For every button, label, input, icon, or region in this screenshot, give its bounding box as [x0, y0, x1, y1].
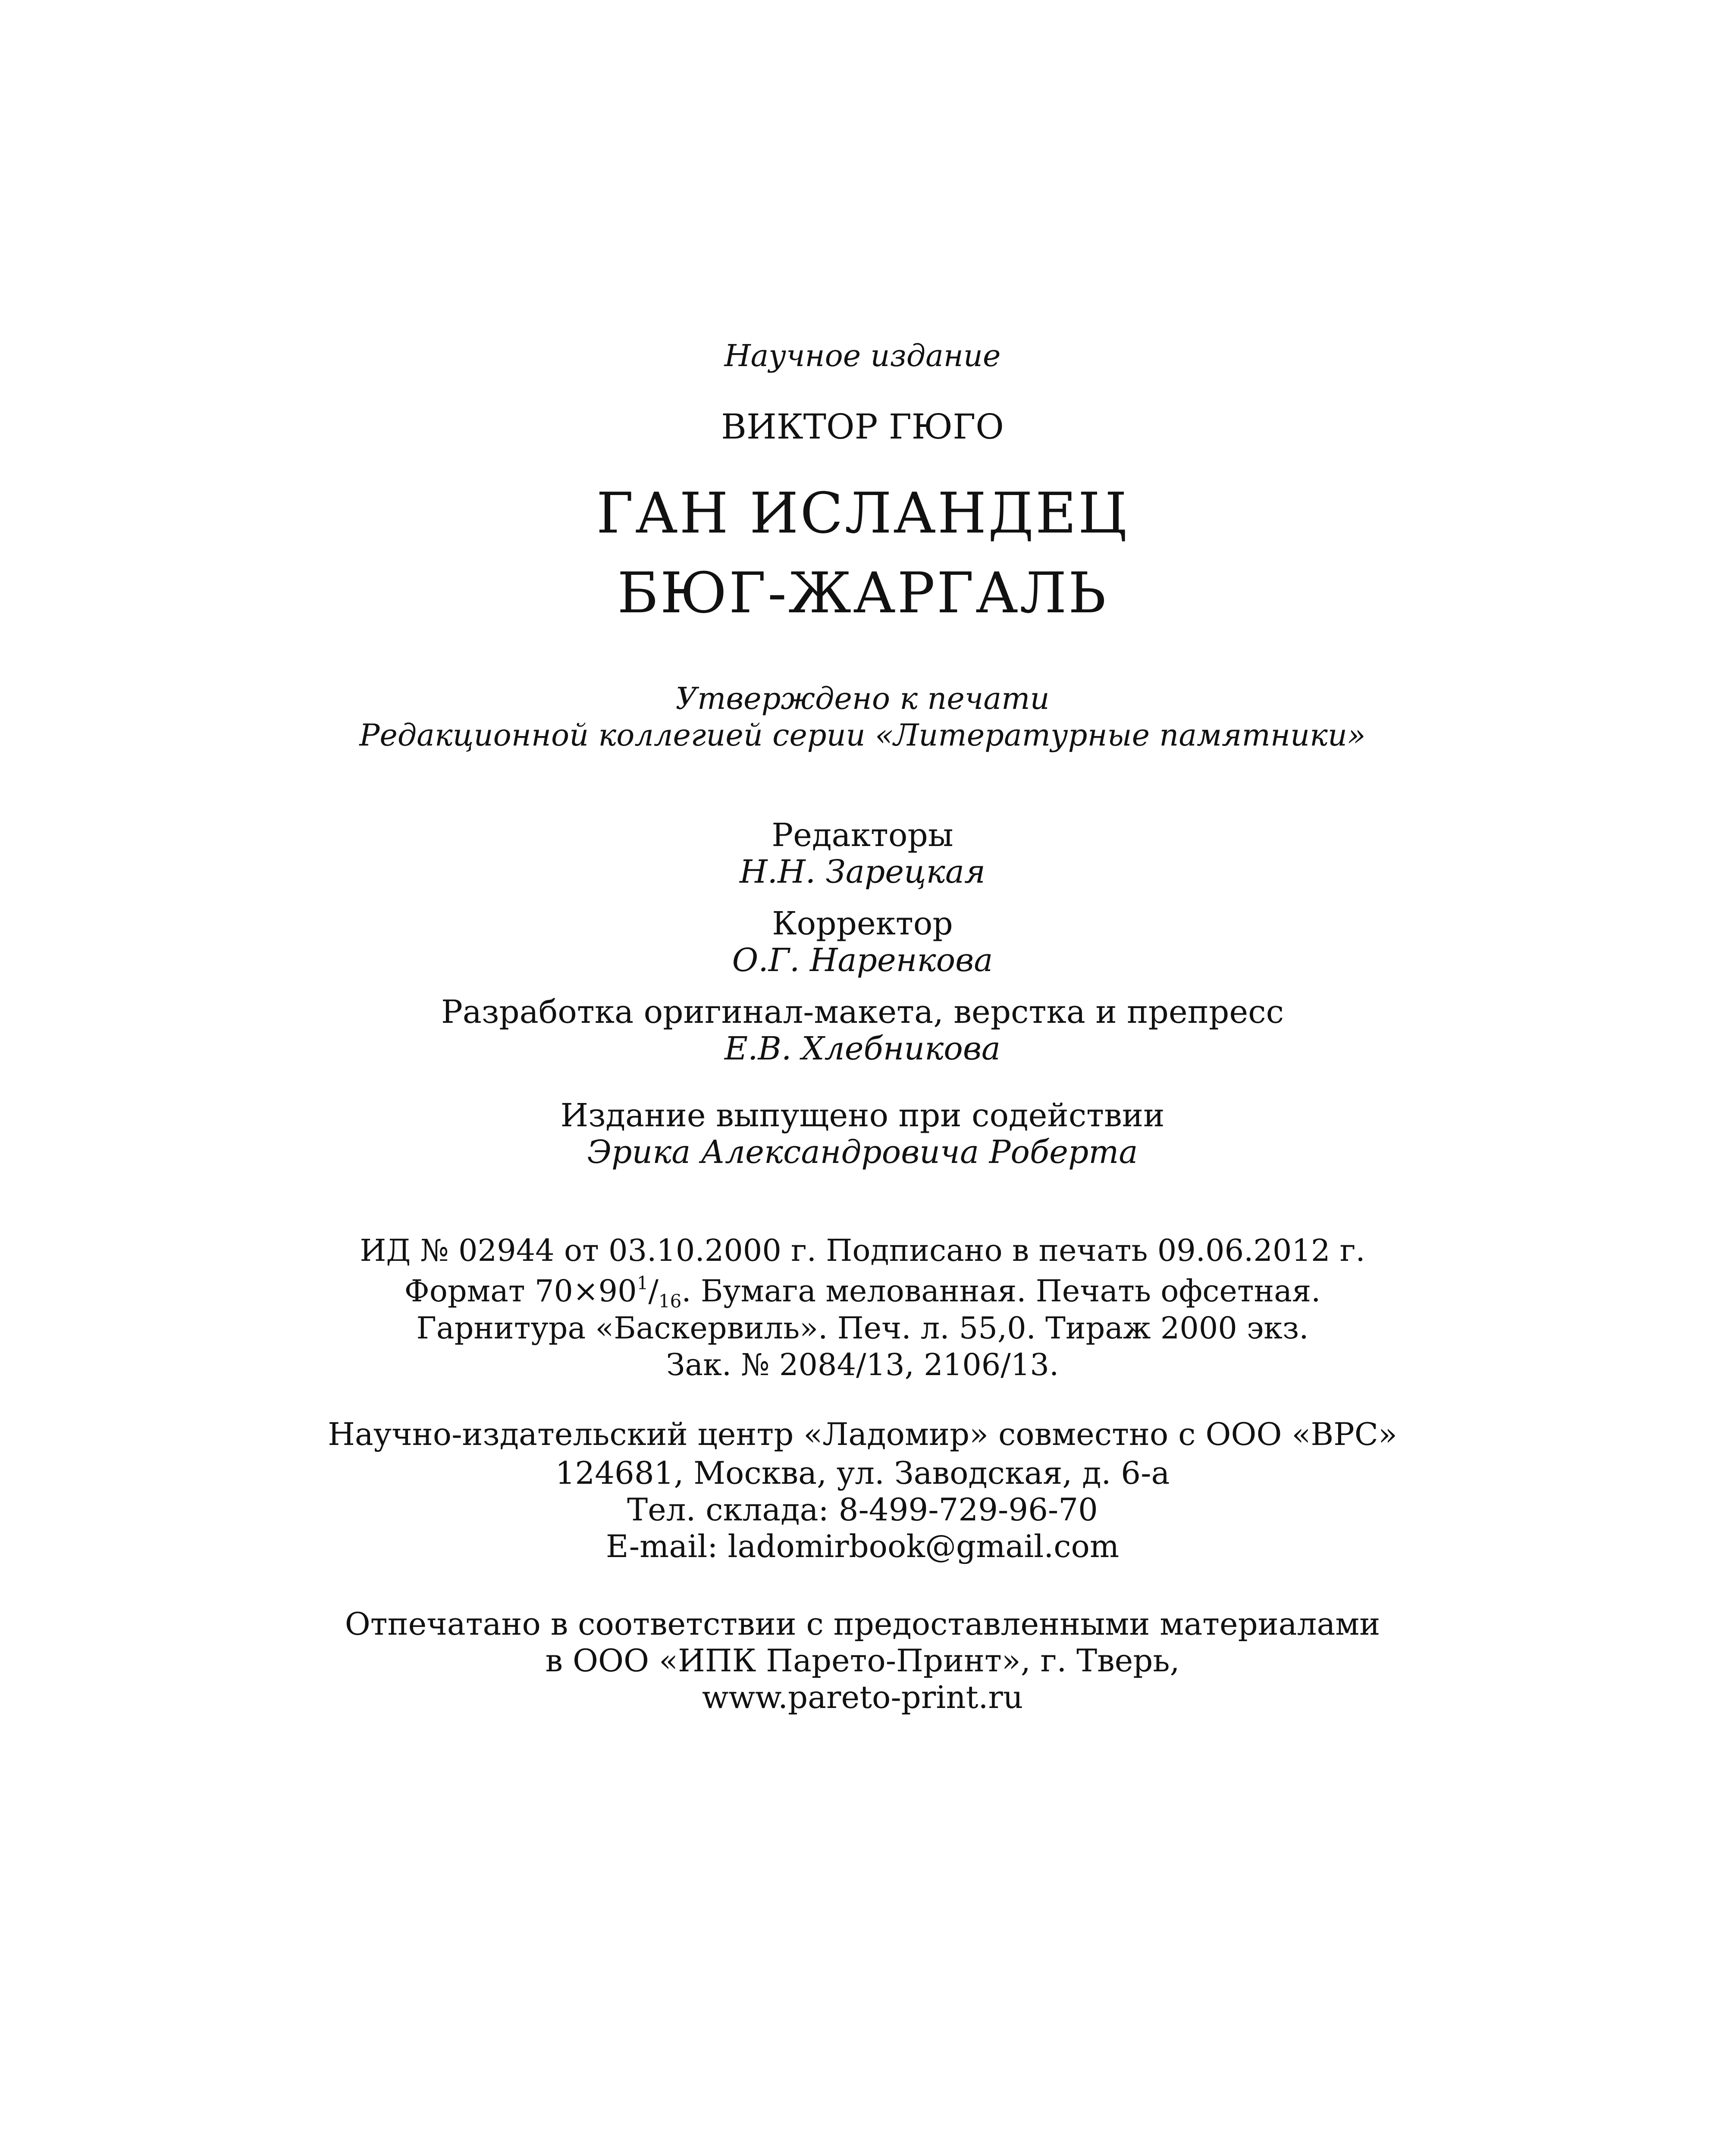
author-name: ВИКТОР ГЮГО [721, 407, 1004, 447]
format-fraction-denominator: 16 [658, 1291, 682, 1312]
imprint-line-4: Зак. № 2084/13, 2106/13. [666, 1347, 1059, 1382]
support-line-2: Эрика Александровича Роберта [587, 1134, 1138, 1171]
printer-line-1: Отпечатано в соответствии с предоставленными материалами [345, 1606, 1380, 1642]
book-title-2: БЮГ-ЖАРГАЛЬ [617, 560, 1108, 626]
publisher-phone: Тел. склада: 8-499-729-96-70 [627, 1492, 1098, 1528]
format-fraction-numerator: 1 [637, 1272, 649, 1294]
support-line-1: Издание выпущено при содействии [560, 1097, 1165, 1134]
credit-name-proofreader: О.Г. Наренкова [732, 942, 993, 979]
credit-name-editor: Н.Н. Зарецкая [740, 853, 985, 890]
imprint-line-2 [0, 1274, 1725, 1310]
format-fraction-separator: / [648, 1273, 659, 1309]
series-label: Научное издание [724, 338, 1001, 373]
credit-role-layout: Разработка оригинал-макета, верстка и препресс [441, 993, 1284, 1031]
credit-role-proofreader: Корректор [772, 905, 953, 942]
printer-website: www.pareto-print.ru [702, 1679, 1023, 1715]
imprint-format-prefix: Формат 70×90 [404, 1273, 637, 1309]
credit-role-editors: Редакторы [772, 817, 953, 854]
publisher-address: 124681, Москва, ул. Заводская, д. 6-а [555, 1455, 1170, 1491]
imprint-format-suffix: . Бумага мелованная. Печать офсетная. [681, 1273, 1321, 1309]
publisher-email: E-mail: ladomirbook@gmail.com [605, 1528, 1120, 1564]
imprint-line-1: ИД № 02944 от 03.10.2000 г. Подписано в печать 09.06.2012 г. [360, 1233, 1365, 1268]
book-title-1: ГАН ИСЛАНДЕЦ [596, 480, 1129, 546]
printer-line-2: в ООО «ИПК Парето-Принт», г. Тверь, [545, 1642, 1180, 1679]
approval-line-1: Утверждено к печати [675, 681, 1050, 716]
publisher-line-1: Научно-издательский центр «Ладомир» совместно с ООО «ВРС» [328, 1416, 1397, 1452]
credit-name-layout: Е.В. Хлебникова [724, 1030, 1001, 1067]
approval-line-2: Редакционной коллегией серии «Литературные памятники» [359, 718, 1366, 753]
imprint-line-3: Гарнитура «Баскервиль». Печ. л. 55,0. Тираж 2000 экз. [416, 1310, 1309, 1346]
